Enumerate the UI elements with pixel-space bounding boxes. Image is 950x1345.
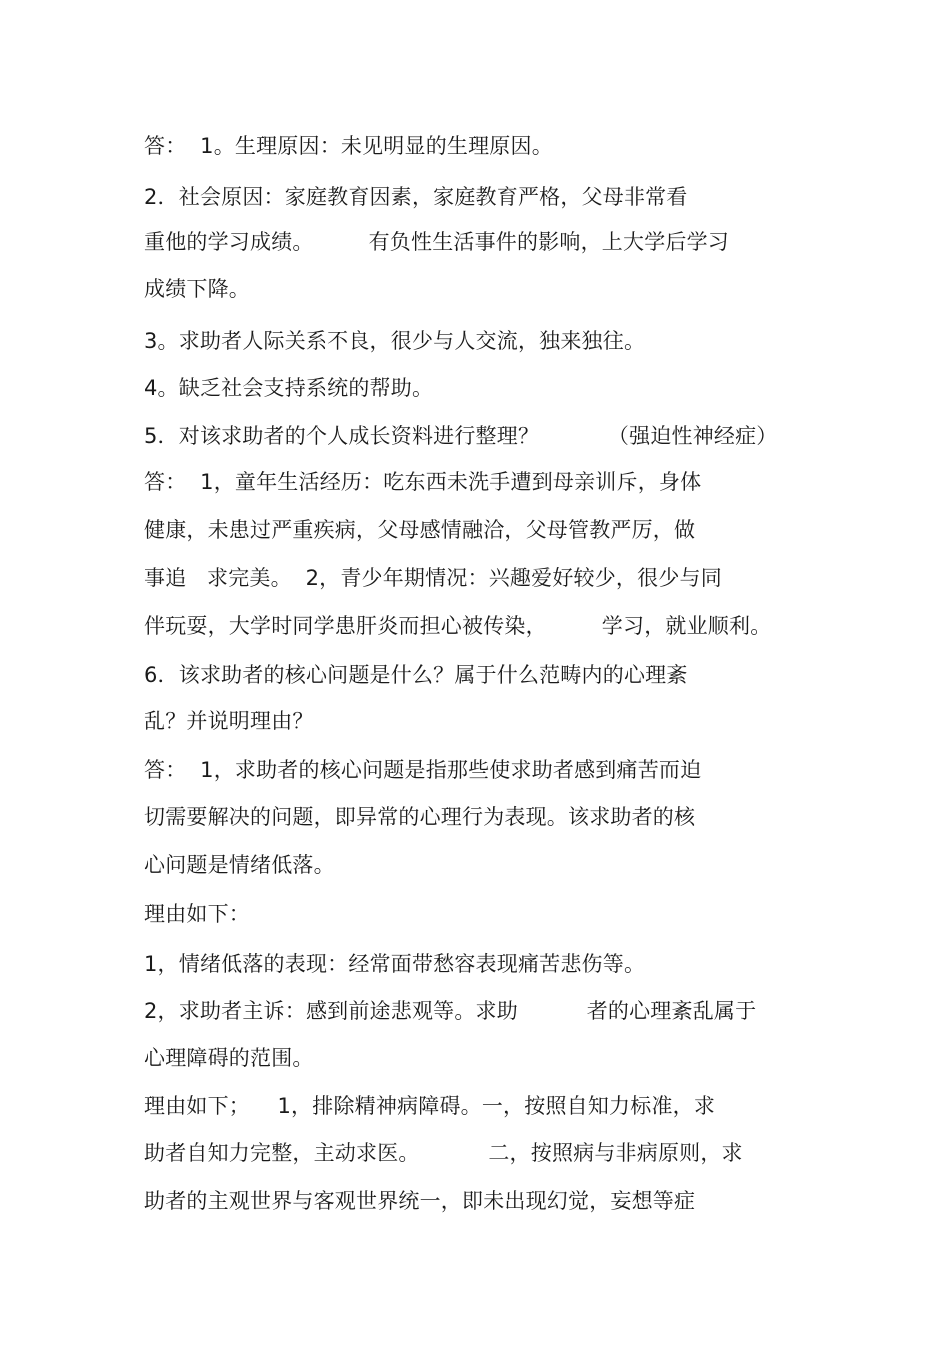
text-line: 理由如下； 1，排除精神病障碍。一，按照自知力标准，求 [144,1094,716,1118]
text-line: 心问题是情绪低落。 [144,853,335,877]
text-line: 2．社会原因：家庭教育因素，家庭教育严格，父母非常看 [144,185,688,209]
text-line: 助者自知力完整，主动求医。 二，按照病与非病原则，求 [144,1141,743,1165]
text-line: 切需要解决的问题，即异常的心理行为表现。该求助者的核 [144,805,696,829]
text-line: 心理障碍的范围。 [144,1046,314,1070]
text-line: 3。求助者人际关系不良，很少与人交流，独来独往。 [144,329,646,353]
text-line: 2，求助者主诉：感到前途悲观等。求助 者的心理紊乱属于 [144,999,757,1023]
text-line: 重他的学习成绩。 有负性生活事件的影响，上大学后学习 [144,230,729,254]
text-line: 助者的主观世界与客观世界统一，即未出现幻觉，妄想等症 [144,1189,696,1213]
text-line: 答： 1，求助者的核心问题是指那些使求助者感到痛苦而迫 [144,758,702,782]
text-line: 成绩下降。 [144,277,250,301]
text-line: 事追 求完美。 2，青少年期情况：兴趣爱好较少，很少与同 [144,566,722,590]
text-line: 4。缺乏社会支持系统的帮助。 [144,376,434,400]
text-line: 5．对该求助者的个人成长资料进行整理？ （强迫性神经症） [144,424,778,448]
text-line: 伴玩耍，大学时同学患肝炎而担心被传染， 学习，就业顺利。 [144,614,772,638]
text-line: 理由如下： [144,902,250,926]
text-line: 乱？并说明理由？ [144,709,314,733]
text-line: 答： 1，童年生活经历：吃东西未洗手遭到母亲训斥，身体 [144,470,702,494]
text-line: 6．该求助者的核心问题是什么？属于什么范畴内的心理紊 [144,663,688,687]
text-line: 健康，未患过严重疾病，父母感情融洽，父母管教严厉，做 [144,518,696,542]
text-line: 1，情绪低落的表现：经常面带愁容表现痛苦悲伤等。 [144,952,646,976]
text-line: 答： 1。生理原因：未见明显的生理原因。 [144,134,553,158]
